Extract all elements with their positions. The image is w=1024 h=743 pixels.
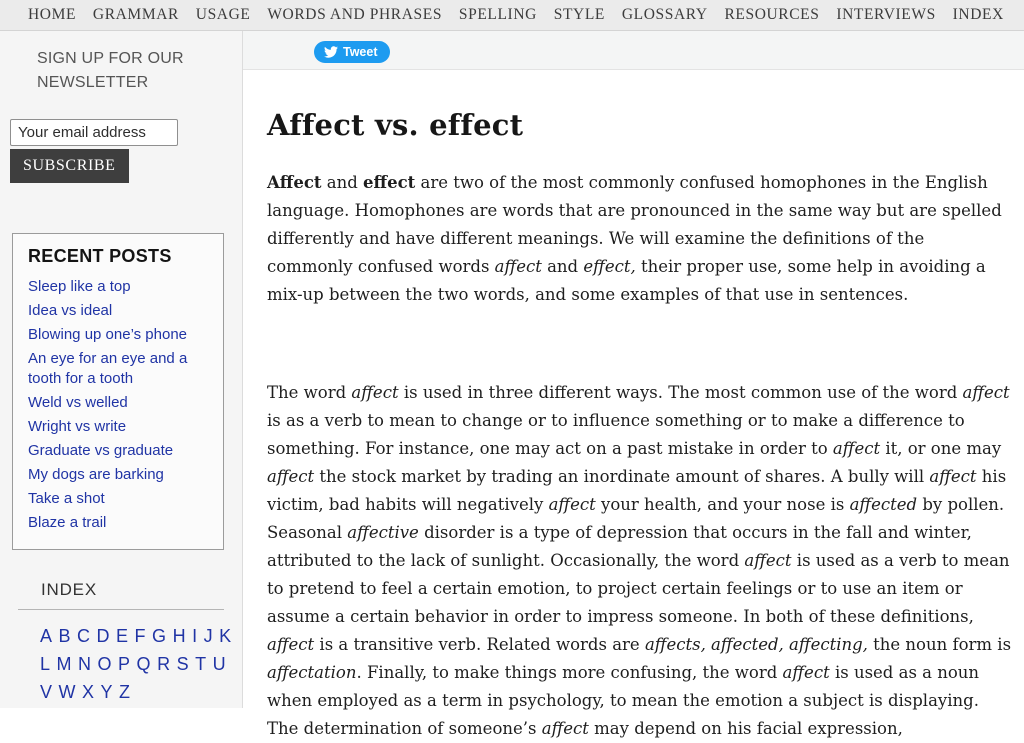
index-letter-t[interactable]: T — [195, 654, 207, 674]
index-divider — [18, 609, 224, 610]
index-letter-f[interactable]: F — [134, 626, 146, 646]
index-letter-x[interactable]: X — [82, 682, 95, 702]
subscribe-button[interactable]: SUBSCRIBE — [10, 149, 129, 183]
recent-posts-list — [28, 277, 211, 533]
email-input[interactable] — [10, 119, 178, 146]
index-letter-z[interactable]: Z — [119, 682, 131, 702]
index-letter-j[interactable]: J — [203, 626, 213, 646]
recent-post-item — [28, 301, 211, 321]
index-letter-k[interactable]: K — [219, 626, 232, 646]
nav-item-grammar[interactable]: GRAMMAR — [92, 6, 179, 23]
index-letter-p[interactable]: P — [118, 654, 131, 674]
intro-paragraph: Affect and effect are two of the most commonly confused homophones in the English language. Homophones are words that are pronounced in the same way but are spelled differently and have different meanings. We will examine the definitions of the commonly confused words affect and effect, their proper use, some help in avoiding a mix-up between the two words, and some examples of that use in sentences. — [267, 173, 1002, 304]
index-letter-h[interactable]: H — [172, 626, 186, 646]
newsletter-section — [0, 47, 242, 183]
index-heading: INDEX — [41, 580, 97, 599]
recent-post-link-my-dogs-are-barking[interactable]: My dogs are barking — [28, 466, 164, 483]
twitter-bird-icon — [324, 45, 338, 59]
nav-item-glossary[interactable]: GLOSSARY — [621, 6, 708, 23]
recent-post-link-take-a-shot[interactable]: Take a shot — [28, 490, 105, 507]
page-title: Affect vs. effect — [267, 108, 524, 142]
share-bar — [243, 31, 1024, 70]
affect-definition-paragraph: The word affect is used in three different ways. The most common use of the word affect is as a verb to mean to change or to influence something or to make a difference to something. For instance, one may act on a past mistake in order to affect it, or one may affect the stock market by trading an inordinate amount of shares. A bully will affect his victim, bad habits will negatively affect your health, and your nose is affected by pollen. Seasonal affective disorder is a type of depression that occurs in the fall and winter, attributed to the lack of sunlight. Occasionally, the word affect is used as a verb to mean to pretend to feel a certain emotion, to project certain feelings or to use an item or assume a certain behavior in order to impress someone. In both of these definitions, affect is a transitive verb. Related words are affects, affected, affecting, the noun form is affectation. Finally, to make things more confusing, the word affect is used as a noun when employed as a term in psychology, to mean the emotion a subject is displaying. The determination of someone’s affect may depend on his facial expression, — [267, 383, 1012, 738]
index-letter-v[interactable]: V — [40, 682, 53, 702]
index-letter-i[interactable]: I — [192, 626, 198, 646]
index-letter-l[interactable]: L — [40, 654, 51, 674]
index-letter-c[interactable]: C — [77, 626, 91, 646]
index-letter-u[interactable]: U — [212, 654, 226, 674]
nav-item-interviews[interactable]: INTERVIEWS — [836, 6, 936, 23]
recent-post-link-sleep-like-a-top[interactable]: Sleep like a top — [28, 278, 131, 295]
top-nav — [0, 0, 1024, 31]
page-body — [0, 31, 1024, 738]
main-content — [243, 31, 1024, 738]
recent-post-item — [28, 393, 211, 413]
recent-post-link-graduate-vs-graduate[interactable]: Graduate vs graduate — [28, 442, 174, 459]
index-letter-g[interactable]: G — [152, 626, 167, 646]
nav-item-usage[interactable]: USAGE — [195, 6, 251, 23]
recent-post-link-idea-vs-ideal[interactable]: Idea vs ideal — [28, 302, 113, 319]
index-letter-s[interactable]: S — [176, 654, 189, 674]
nav-item-resources[interactable]: RESOURCES — [724, 6, 820, 23]
article — [243, 108, 1024, 743]
nav-item-style[interactable]: STYLE — [553, 6, 605, 23]
index-letters — [40, 623, 242, 707]
index-letter-r[interactable]: R — [157, 654, 171, 674]
index-letter-m[interactable]: M — [56, 654, 72, 674]
recent-post-item — [28, 513, 211, 533]
index-section — [0, 580, 242, 707]
recent-posts-box — [12, 233, 224, 550]
recent-post-link-blaze-a-trail[interactable]: Blaze a trail — [28, 514, 107, 531]
recent-post-item — [28, 465, 211, 485]
index-letter-n[interactable]: N — [78, 654, 92, 674]
nav-item-spelling[interactable]: SPELLING — [458, 6, 537, 23]
index-letter-q[interactable]: Q — [136, 654, 151, 674]
recent-post-link-blowing-up-one-s-phone[interactable]: Blowing up one’s phone — [28, 326, 188, 343]
nav-item-home[interactable]: HOME — [28, 6, 77, 23]
index-letter-row — [40, 651, 242, 679]
recent-post-item — [28, 441, 211, 461]
index-letter-d[interactable]: D — [96, 626, 110, 646]
recent-post-item — [28, 277, 211, 297]
index-letter-w[interactable]: W — [58, 682, 76, 702]
recent-post-link-wright-vs-write[interactable]: Wright vs write — [28, 418, 127, 435]
tweet-button[interactable] — [314, 41, 390, 63]
recent-post-item — [28, 325, 211, 345]
recent-post-link-an-eye-for-an-eye-and-a-tooth-for-a-tooth[interactable]: An eye for an eye and a tooth for a tooth — [28, 350, 188, 387]
index-letter-b[interactable]: B — [58, 626, 71, 646]
nav-item-index[interactable]: INDEX — [952, 6, 1004, 23]
index-letter-o[interactable]: O — [97, 654, 112, 674]
recent-post-item — [28, 349, 211, 389]
index-letter-a[interactable]: A — [40, 626, 53, 646]
tweet-button-label: Tweet — [343, 45, 378, 59]
sidebar — [0, 31, 243, 708]
recent-post-item — [28, 417, 211, 437]
index-letter-row — [40, 679, 242, 707]
index-letter-row — [40, 623, 242, 651]
newsletter-heading: SIGN UP FOR OUR NEWSLETTER — [37, 50, 184, 91]
recent-posts-heading: RECENT POSTS — [28, 246, 172, 266]
recent-post-link-weld-vs-welled[interactable]: Weld vs welled — [28, 394, 128, 411]
index-letter-y[interactable]: Y — [100, 682, 113, 702]
index-letter-e[interactable]: E — [116, 626, 129, 646]
recent-post-item — [28, 489, 211, 509]
nav-item-words-and-phrases[interactable]: WORDS AND PHRASES — [267, 6, 443, 23]
